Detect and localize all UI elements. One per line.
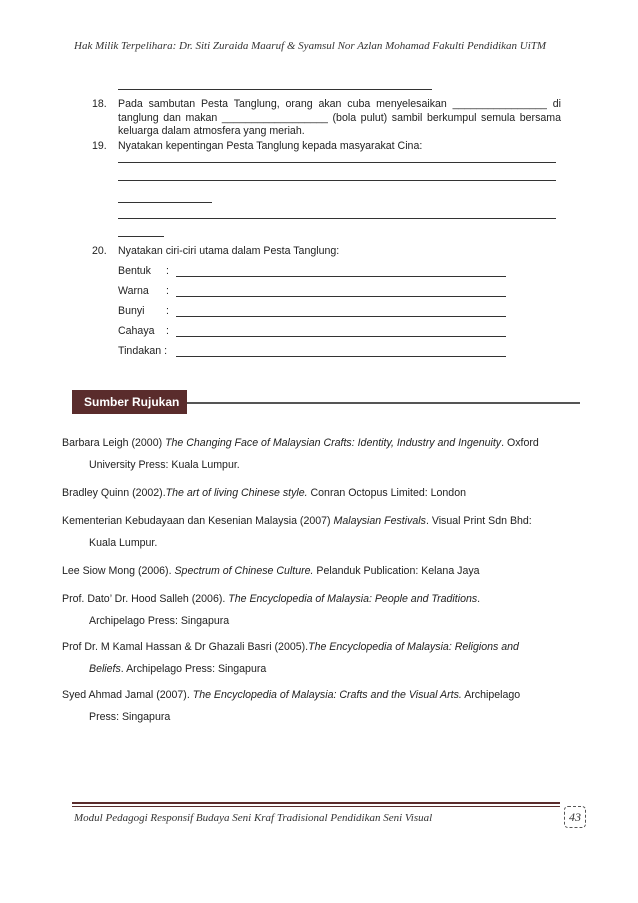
field-separator: : bbox=[166, 265, 169, 277]
section-title: Sumber Rujukan bbox=[84, 395, 180, 409]
reference-title: The Encyclopedia of Malaysia: Religions and bbox=[308, 641, 519, 653]
answer-line[interactable] bbox=[176, 356, 506, 357]
answer-line[interactable] bbox=[176, 296, 506, 297]
reference-title: The Changing Face of Malaysian Crafts: Identity, Industry and Ingenuity bbox=[165, 437, 502, 449]
reference-title: The Encyclopedia of Malaysia: People and Traditions bbox=[228, 593, 478, 605]
field-separator: : bbox=[166, 285, 169, 297]
answer-line[interactable] bbox=[176, 316, 506, 317]
reference-author: Prof. Dato’ Dr. Hood Salleh (2006). bbox=[62, 593, 229, 605]
question-text: Nyatakan ciri-ciri utama dalam Pesta Tanglung: bbox=[118, 245, 340, 257]
answer-line[interactable] bbox=[176, 276, 506, 277]
reference-publisher: Conran Octopus Limited: London bbox=[307, 487, 466, 499]
reference-publisher: Archipelago Press: Singapura bbox=[89, 615, 230, 627]
answer-line[interactable] bbox=[176, 336, 506, 337]
reference-item bbox=[62, 432, 560, 476]
footer-divider bbox=[72, 806, 560, 807]
reference-item bbox=[62, 482, 560, 504]
reference-publisher: Press: Singapura bbox=[89, 711, 171, 723]
answer-line[interactable] bbox=[118, 228, 164, 237]
page-footer: Modul Pedagogi Responsif Budaya Seni Kraf Tradisional Pendidikan Seni Visual bbox=[74, 812, 433, 824]
field-bentuk bbox=[118, 265, 169, 277]
question-text: Pada sambutan Pesta Tanglung, orang akan cuba menyelesaikan ________________ di tanglung dan makan __________________ (bola pulut) sambil berkumpul semula bersama keluarga dalam atmosfera yang meriah. bbox=[118, 98, 561, 137]
answer-line[interactable] bbox=[118, 80, 432, 90]
question-number: 18. bbox=[92, 98, 107, 110]
section-divider bbox=[187, 402, 580, 404]
answer-line[interactable] bbox=[118, 154, 556, 163]
reference-author: Bradley Quinn (2002). bbox=[62, 487, 166, 499]
reference-publisher: Archipelago bbox=[461, 689, 521, 701]
answer-line[interactable] bbox=[118, 172, 556, 181]
footer-divider bbox=[72, 802, 560, 804]
reference-item bbox=[62, 684, 560, 728]
reference-author: Prof Dr. M Kamal Hassan & Dr Ghazali Basri (2005). bbox=[62, 641, 309, 653]
reference-author: Barbara Leigh (2000) bbox=[62, 437, 166, 449]
section-heading bbox=[72, 390, 187, 414]
field-cahaya bbox=[118, 325, 169, 337]
reference-title: Beliefs bbox=[89, 663, 121, 675]
reference-author: Syed Ahmad Jamal (2007). bbox=[62, 689, 193, 701]
reference-item bbox=[62, 560, 560, 582]
reference-publisher: . Archipelago Press: Singapura bbox=[120, 663, 267, 675]
reference-publisher: . bbox=[477, 593, 481, 605]
field-separator: : bbox=[166, 305, 169, 317]
reference-publisher: . Visual Print Sdn Bhd: bbox=[425, 515, 532, 527]
reference-title: The Encyclopedia of Malaysia: Crafts and the Visual Arts. bbox=[192, 689, 462, 701]
reference-author: Lee Siow Mong (2006). bbox=[62, 565, 175, 577]
field-label: Bunyi bbox=[118, 305, 145, 317]
answer-line[interactable] bbox=[118, 194, 212, 203]
reference-publisher: Kuala Lumpur. bbox=[89, 537, 158, 549]
reference-title: Spectrum of Chinese Culture. bbox=[174, 565, 314, 577]
field-separator: : bbox=[166, 325, 169, 337]
reference-title: Malaysian Festivals bbox=[333, 515, 426, 527]
reference-title: The art of living Chinese style. bbox=[165, 487, 308, 499]
reference-author: Kementerian Kebudayaan dan Kesenian Malaysia (2007) bbox=[62, 515, 334, 527]
reference-publisher: . Oxford bbox=[501, 437, 539, 449]
field-label: Warna bbox=[118, 285, 149, 297]
field-label: Bentuk bbox=[118, 265, 151, 277]
field-label: Cahaya bbox=[118, 325, 155, 337]
reference-publisher: Pelanduk Publication: Kelana Jaya bbox=[313, 565, 480, 577]
reference-publisher: University Press: Kuala Lumpur. bbox=[89, 459, 240, 471]
field-warna bbox=[118, 285, 169, 297]
page-number: 43 bbox=[564, 806, 586, 828]
question-text: Nyatakan kepentingan Pesta Tanglung kepada masyarakat Cina: bbox=[118, 140, 423, 152]
question-number: 19. bbox=[92, 140, 107, 152]
field-bunyi bbox=[118, 305, 169, 317]
reference-item bbox=[62, 588, 560, 632]
question-number: 20. bbox=[92, 245, 107, 257]
reference-item bbox=[62, 636, 560, 680]
reference-item bbox=[62, 510, 560, 554]
page-header: Hak Milik Terpelihara: Dr. Siti Zuraida Maaruf & Syamsul Nor Azlan Mohamad Fakulti Pendidikan UiTM bbox=[74, 40, 547, 52]
field-label: Tindakan : bbox=[118, 345, 168, 357]
answer-line[interactable] bbox=[118, 210, 556, 219]
field-tindakan bbox=[118, 345, 167, 357]
